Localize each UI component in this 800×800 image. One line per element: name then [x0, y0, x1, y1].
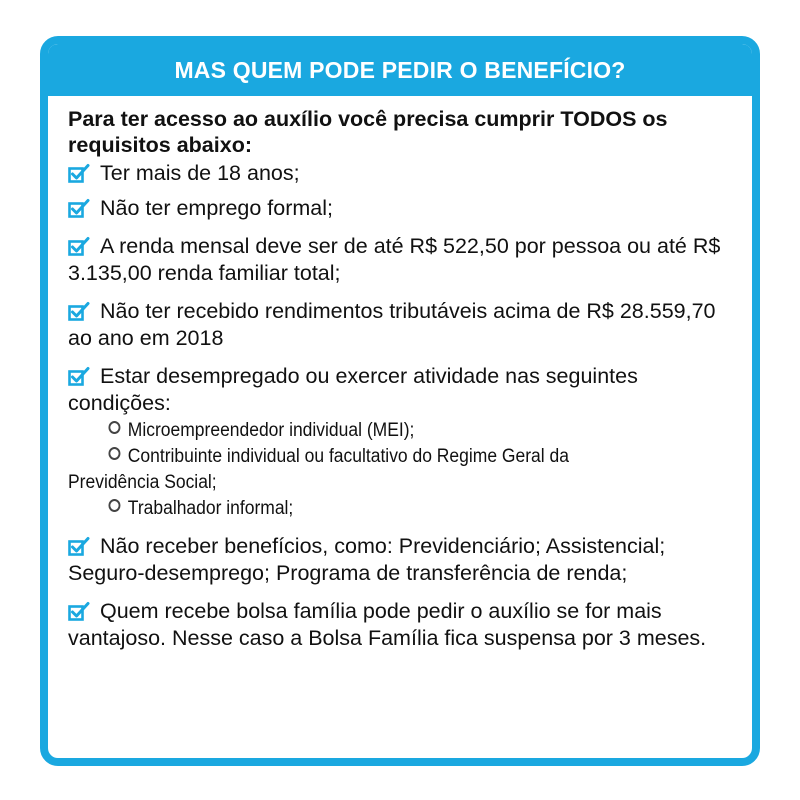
condition-text: Contribuinte individual ou facultativo do Regime Geral da — [127, 446, 569, 467]
conditions-list — [68, 418, 738, 522]
requirement-item — [68, 195, 738, 222]
condition-item — [68, 444, 684, 470]
checkbox-check-icon — [68, 366, 90, 386]
requirement-text: Ter mais de 18 anos; — [100, 161, 300, 185]
intro-text: Para ter acesso ao auxílio você precisa cumprir TODOS os requisitos abaixo: — [68, 107, 668, 157]
requirement-text: Não receber benefícios, como: Previdenciário; Assistencial; Seguro-desemprego; Programa de transferência de renda; — [68, 534, 666, 585]
requirement-item — [68, 598, 738, 652]
condition-text: Previdência Social; — [68, 472, 217, 493]
requirement-text: Não ter recebido rendimentos tributáveis acima de R$ 28.559,70 ao ano em 2018 — [68, 299, 716, 350]
requirement-item — [68, 160, 738, 187]
checkbox-check-icon — [68, 601, 90, 621]
hollow-circle-bullet-icon — [108, 499, 120, 512]
requirement-item — [68, 233, 738, 287]
card-header — [48, 44, 752, 96]
requirement-item — [68, 533, 738, 587]
condition-item — [68, 418, 684, 444]
card-content — [48, 96, 752, 652]
hollow-circle-bullet-icon — [108, 421, 120, 434]
checkbox-check-icon — [68, 198, 90, 218]
condition-item — [68, 496, 684, 522]
checkbox-check-icon — [68, 301, 90, 321]
condition-text: Microempreendedor individual (MEI); — [127, 420, 415, 441]
card-title: MAS QUEM PODE PEDIR O BENEFÍCIO? — [174, 56, 626, 83]
condition-text: Trabalhador informal; — [127, 498, 294, 519]
requirement-text: A renda mensal deve ser de até R$ 522,50 por pessoa ou até R$ 3.135,00 renda familiar total; — [68, 234, 721, 285]
condition-continuation — [68, 470, 684, 496]
requirement-item — [68, 298, 738, 352]
requirement-text: Não ter emprego formal; — [100, 196, 334, 220]
requirement-text: Quem recebe bolsa família pode pedir o auxílio se for mais vantajoso. Nesse caso a Bolsa Família fica suspensa por 3 meses. — [68, 599, 707, 650]
checkbox-check-icon — [68, 536, 90, 556]
requirement-text: Estar desempregado ou exercer atividade nas seguintes condições: — [68, 364, 638, 415]
requirement-item — [68, 363, 738, 417]
checkbox-check-icon — [68, 163, 90, 183]
checkbox-check-icon — [68, 236, 90, 256]
info-card — [40, 36, 760, 766]
hollow-circle-bullet-icon — [108, 447, 120, 460]
